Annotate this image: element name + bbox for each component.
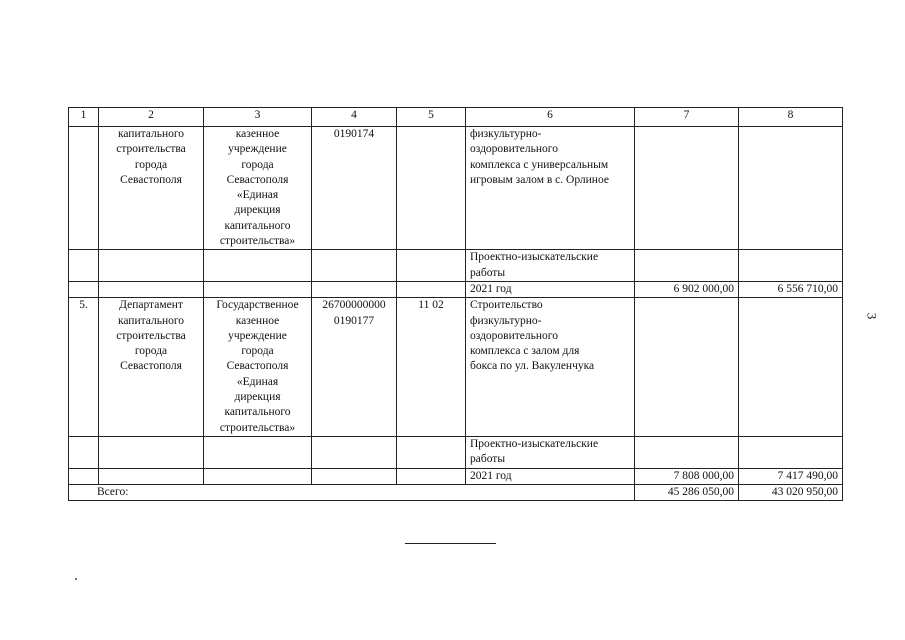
code-cell: 0190174 bbox=[312, 127, 397, 250]
table-row bbox=[69, 127, 843, 250]
table-row bbox=[69, 281, 843, 297]
institution-cell: казенное учреждение города Севастополя «Единая дирекция капитального строительства» bbox=[204, 127, 312, 250]
work-type-cell: Проектно-изыскательские работы bbox=[466, 436, 635, 468]
institution-cell: Государственное казенное учреждение города Севастополя «Единая дирекция капитального строительства» bbox=[204, 298, 312, 437]
amount-cell: 6 902 000,00 bbox=[635, 281, 739, 297]
code-cell: 26700000000 0190177 bbox=[312, 298, 397, 437]
amount-cell: 7 808 000,00 bbox=[635, 468, 739, 484]
amount-cell bbox=[635, 127, 739, 250]
amount-cell: 6 556 710,00 bbox=[739, 281, 843, 297]
row-num-cell: 5. bbox=[69, 298, 99, 437]
department-cell: Департамент капитального строительства города Севастополя bbox=[99, 298, 204, 437]
table-row bbox=[69, 298, 843, 437]
header-col-3: 3 bbox=[204, 108, 312, 127]
work-type-cell: Проектно-изыскательские работы bbox=[466, 250, 635, 282]
header-col-6: 6 bbox=[466, 108, 635, 127]
total-amount-8: 43 020 950,00 bbox=[739, 484, 843, 500]
table-row bbox=[69, 250, 843, 282]
year-cell: 2021 год bbox=[466, 468, 635, 484]
header-col-4: 4 bbox=[312, 108, 397, 127]
section-cell: 11 02 bbox=[397, 298, 466, 437]
total-label: Всего: bbox=[69, 484, 635, 500]
table-row bbox=[69, 436, 843, 468]
year-cell: 2021 год bbox=[466, 281, 635, 297]
amount-cell: 7 417 490,00 bbox=[739, 468, 843, 484]
table-row bbox=[69, 468, 843, 484]
amount-cell bbox=[739, 298, 843, 437]
amount-cell bbox=[739, 127, 843, 250]
object-name-cell: физкультурно- оздоровительного комплекса с универсальным игровым залом в с. Орлиное bbox=[466, 127, 635, 250]
scan-speck bbox=[75, 578, 77, 580]
row-num-cell bbox=[69, 127, 99, 250]
total-amount-7: 45 286 050,00 bbox=[635, 484, 739, 500]
budget-table bbox=[68, 107, 843, 501]
header-col-8: 8 bbox=[739, 108, 843, 127]
separator-line bbox=[405, 543, 496, 544]
header-col-7: 7 bbox=[635, 108, 739, 127]
header-col-2: 2 bbox=[99, 108, 204, 127]
header-row bbox=[69, 108, 843, 127]
header-col-1: 1 bbox=[69, 108, 99, 127]
section-cell bbox=[397, 127, 466, 250]
total-row bbox=[69, 484, 843, 500]
page-number: 3 bbox=[864, 312, 880, 320]
department-cell: капитального строительства города Севастополя bbox=[99, 127, 204, 250]
header-col-5: 5 bbox=[397, 108, 466, 127]
object-name-cell: Строительство физкультурно- оздоровительного комплекса с залом для бокса по ул. Вакуленчука bbox=[466, 298, 635, 437]
amount-cell bbox=[635, 298, 739, 437]
